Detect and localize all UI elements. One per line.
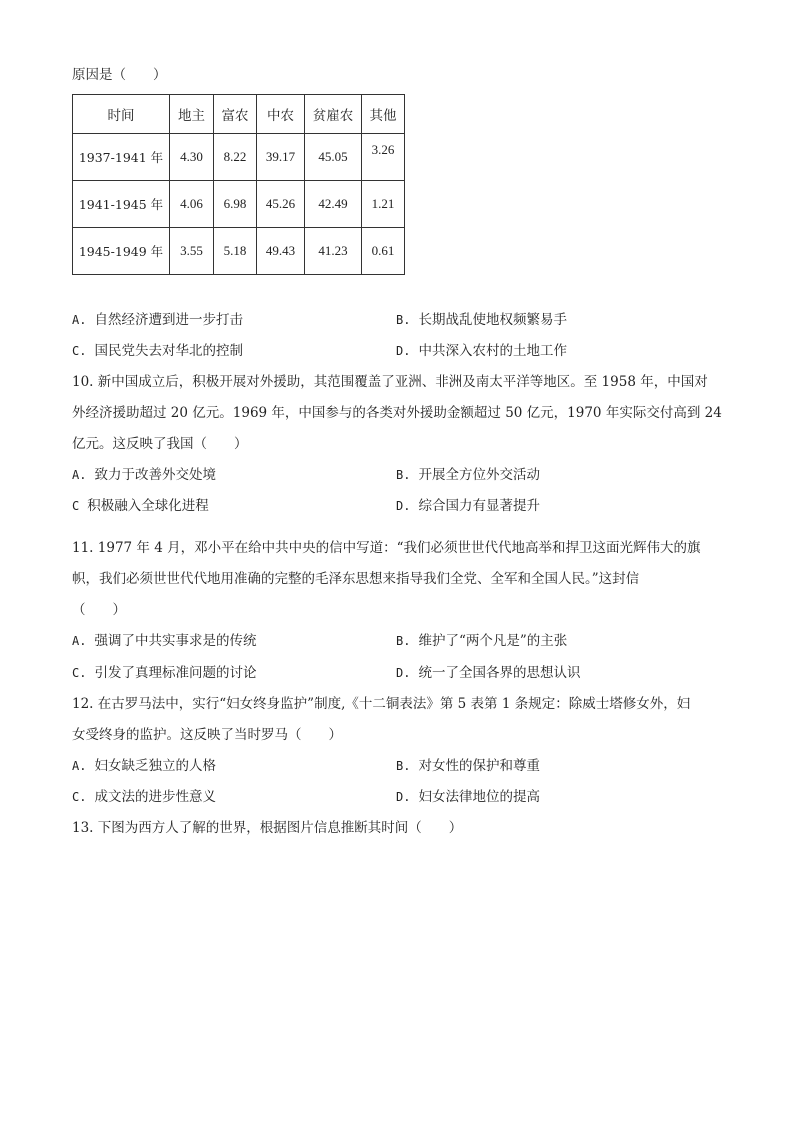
option-text: 自然经济遭到进一步打击: [94, 312, 243, 328]
q10-option-a[interactable]: [72, 466, 216, 484]
option-text: 积极融入全球化进程: [87, 498, 209, 514]
option-text: 妇女缺乏独立的人格: [94, 758, 216, 774]
option-text: 国民党失去对华北的控制: [94, 343, 243, 359]
q10-stem-line: 10. 新中国成立后，积极开展对外援助，其范围覆盖了亚洲、非洲及南太平洋等地区。至 1958 年，中国对: [72, 374, 708, 390]
q9-option-a[interactable]: [72, 311, 243, 329]
option-letter: C.: [72, 344, 87, 358]
option-letter: D.: [396, 499, 411, 513]
table-row: [73, 181, 405, 228]
cell-value: 3.26: [371, 142, 395, 157]
q13-stem-line: 13. 下图为西方人了解的世界，根据图片信息推断其时间（ ）: [72, 820, 463, 836]
q10-option-b[interactable]: [396, 466, 540, 484]
cell-value: 45.05: [305, 134, 362, 181]
option-letter: C.: [72, 790, 87, 804]
option-letter: A.: [72, 313, 87, 327]
q12-stem-line: 女受终身的监护。这反映了当时罗马（ ）: [72, 727, 342, 743]
q11-stem-line: 帜，我们必须世世代代地用准确的完整的毛泽东思想来指导我们全党、全军和全国人民。”这封信: [72, 571, 640, 587]
cell-value: 6.98: [214, 181, 257, 228]
option-text: 成文法的进步性意义: [94, 789, 216, 805]
option-letter: B.: [396, 634, 411, 648]
header-landlord: 地主: [170, 95, 214, 134]
option-letter: B.: [396, 468, 411, 482]
cell-value: 8.22: [214, 134, 257, 181]
option-letter: B.: [396, 313, 411, 327]
option-text: 致力于改善外交处境: [94, 467, 216, 483]
q11-option-c[interactable]: [72, 664, 256, 682]
q12-stem-line: 12. 在古罗马法中，实行“妇女终身监护”制度,《十二铜表法》第 5 表第 1 条规定：除威士塔修女外，妇: [72, 696, 691, 712]
option-letter: A.: [72, 468, 87, 482]
q9-land-table: [72, 94, 405, 275]
q10-option-c[interactable]: [72, 497, 209, 515]
cell-value: 45.26: [257, 181, 305, 228]
header-middle-peasant: 中农: [257, 95, 305, 134]
option-letter: A.: [72, 759, 87, 773]
header-rich-peasant: 富农: [214, 95, 257, 134]
cell-value: 3.55: [170, 228, 214, 275]
option-text: 对女性的保护和尊重: [418, 758, 540, 774]
option-letter: D.: [396, 344, 411, 358]
q12-option-c[interactable]: [72, 788, 216, 806]
q11-stem-line: （ ）: [72, 602, 126, 618]
q9-option-b[interactable]: [396, 311, 567, 329]
cell-period: 1945-1949 年: [73, 228, 170, 275]
q11-option-d[interactable]: [396, 664, 580, 682]
option-text: 维护了“两个凡是”的主张: [418, 633, 568, 649]
cell-value: 0.61: [362, 228, 405, 275]
q12-option-d[interactable]: [396, 788, 540, 806]
cell-value-wrap: [362, 134, 405, 181]
cell-value: 5.18: [214, 228, 257, 275]
option-letter: B.: [396, 759, 411, 773]
option-text: 中共深入农村的土地工作: [418, 343, 567, 359]
q11-option-b[interactable]: [396, 632, 567, 650]
option-text: 妇女法律地位的提高: [418, 789, 540, 805]
option-letter: D.: [396, 666, 411, 680]
q12-option-b[interactable]: [396, 757, 540, 775]
q9-option-d[interactable]: [396, 342, 567, 360]
cell-value: 41.23: [305, 228, 362, 275]
option-text: 开展全方位外交活动: [418, 467, 540, 483]
option-letter: D.: [396, 790, 411, 804]
cell-value: 4.06: [170, 181, 214, 228]
cell-value: 49.43: [257, 228, 305, 275]
q12-option-a[interactable]: [72, 757, 216, 775]
header-time: 时间: [73, 95, 170, 134]
header-poor-peasant: 贫雇农: [305, 95, 362, 134]
table-header-row: [73, 95, 405, 134]
q10-stem-line: 亿元。这反映了我国（ ）: [72, 436, 248, 452]
option-letter: A.: [72, 634, 87, 648]
q11-option-a[interactable]: [72, 632, 256, 650]
q11-stem-line: 11. 1977 年 4 月，邓小平在给中共中央的信中写道：“我们必须世世代代地高举和捍卫这面光辉伟大的旗: [72, 540, 701, 556]
q10-option-d[interactable]: [396, 497, 540, 515]
header-other: 其他: [362, 95, 405, 134]
q9-option-c[interactable]: [72, 342, 243, 360]
option-text: 引发了真理标准问题的讨论: [94, 665, 257, 681]
q9-stem-tail: 原因是（ ）: [72, 67, 167, 83]
cell-value: 1.21: [362, 181, 405, 228]
option-letter: C.: [72, 666, 87, 680]
cell-value: 42.49: [305, 181, 362, 228]
table-row: [73, 134, 405, 181]
table-row: [73, 228, 405, 275]
cell-value: 39.17: [257, 134, 305, 181]
option-text: 综合国力有显著提升: [418, 498, 540, 514]
cell-period: 1941-1945 年: [73, 181, 170, 228]
option-text: 长期战乱使地权频繁易手: [418, 312, 567, 328]
q10-stem-line: 外经济援助超过 20 亿元。1969 年，中国参与的各类对外援助金额超过 50 亿元，1970 年实际交付高到 24: [72, 405, 722, 421]
cell-value: 4.30: [170, 134, 214, 181]
option-letter: C: [72, 499, 80, 513]
option-text: 强调了中共实事求是的传统: [94, 633, 257, 649]
option-text: 统一了全国各界的思想认识: [418, 665, 581, 681]
cell-period: 1937-1941 年: [73, 134, 170, 181]
